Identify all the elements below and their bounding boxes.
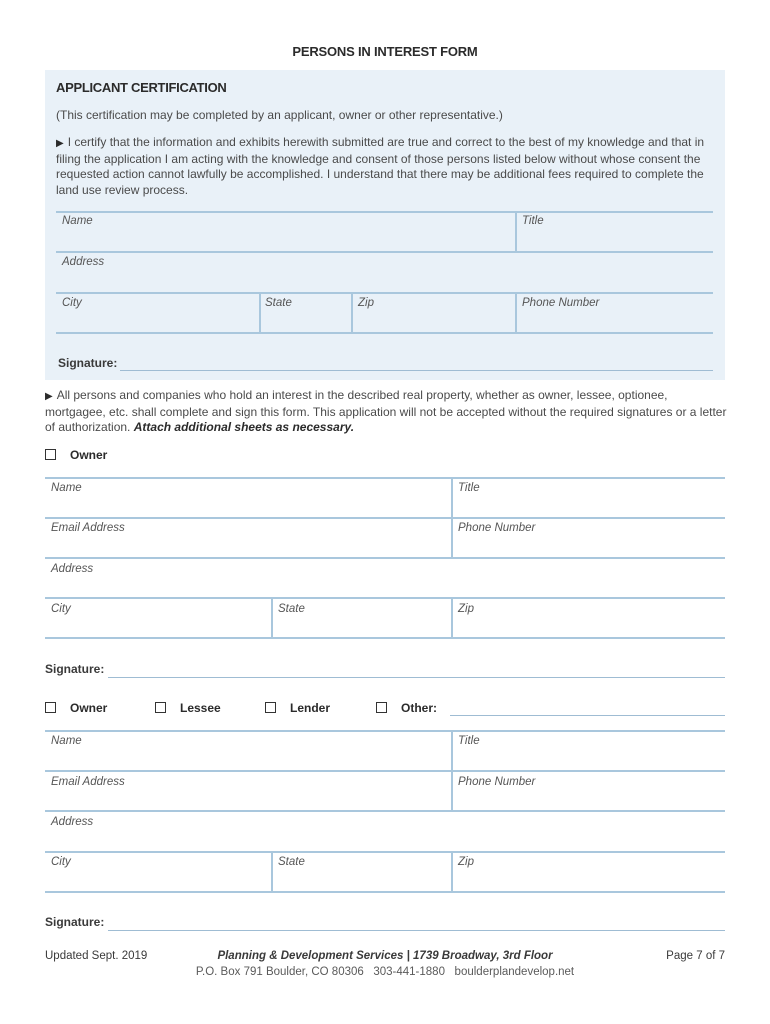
field-separator xyxy=(259,294,261,332)
owner1-state-field[interactable]: State xyxy=(278,603,305,615)
contact-info: P.O. Box 791 Boulder, CO 80306 303-441-1880 boulderplandevelop.net xyxy=(195,966,575,978)
owner1-title-field[interactable]: Title xyxy=(458,482,480,494)
owner-checkbox[interactable]: Owner xyxy=(45,448,107,462)
page-title: PERSONS IN INTEREST FORM xyxy=(292,44,478,59)
applicant-certification-text xyxy=(56,135,716,198)
applicant-signature-label: Signature: xyxy=(58,356,118,370)
applicant-note: (This certification may be completed by an applicant, owner or other representative.) xyxy=(56,108,503,122)
owner1-zip-field[interactable]: Zip xyxy=(458,603,474,615)
field-separator xyxy=(271,599,273,637)
field-separator xyxy=(451,772,453,810)
field-divider xyxy=(45,597,725,599)
checkbox-icon xyxy=(45,702,56,713)
owner2-phone-field[interactable]: Phone Number xyxy=(458,776,536,788)
field-separator xyxy=(271,853,273,891)
field-divider xyxy=(56,251,713,253)
field-separator xyxy=(451,519,453,557)
field-divider xyxy=(56,292,713,294)
owner2-signature-line[interactable] xyxy=(108,930,725,931)
field-divider xyxy=(45,851,725,853)
field-separator xyxy=(515,213,517,251)
checkbox-icon xyxy=(155,702,166,713)
certification-statement: I certify that the information and exhibits herewith submitted are true and correct to the best of my knowledge and that in filing the application I am acting with the knowledge and consent of those persons listed below without whose consent the requested action cannot lawfully be accomplished. I understand that there may be additional fees required to complete the land use review process. xyxy=(56,135,705,197)
persons-paragraph: All persons and companies who hold an interest in the described real property, whether as owner, lessee, optionee, mortgagee, etc. shall complete and sign this form. This application will not be accepted without the required signatures or a letter of authorization. xyxy=(45,388,727,434)
applicant-title-field[interactable]: Title xyxy=(522,215,544,227)
owner2-address-field[interactable]: Address xyxy=(51,816,94,828)
field-divider xyxy=(45,637,725,639)
applicant-zip-field[interactable]: Zip xyxy=(358,297,374,309)
field-divider xyxy=(45,770,725,772)
field-separator xyxy=(451,732,453,770)
field-separator xyxy=(451,599,453,637)
applicant-city-field[interactable]: City xyxy=(62,297,82,309)
persons-in-interest-instructions xyxy=(45,388,730,436)
triangle-bullet-icon: ▶ xyxy=(45,391,53,402)
lessee-checkbox[interactable]: Lessee xyxy=(155,701,221,715)
field-divider xyxy=(45,891,725,893)
owner1-email-field[interactable]: Email Address xyxy=(51,522,125,534)
owner2-city-field[interactable]: City xyxy=(51,856,71,868)
owner-checkbox[interactable]: Owner xyxy=(45,701,107,715)
field-separator xyxy=(351,294,353,332)
owner1-phone-field[interactable]: Phone Number xyxy=(458,522,536,534)
owner1-address-field[interactable]: Address xyxy=(51,563,94,575)
applicant-phone-field[interactable]: Phone Number xyxy=(522,297,600,309)
field-divider xyxy=(56,332,713,334)
owner2-signature-label: Signature: xyxy=(45,915,105,929)
owner2-name-field[interactable]: Name xyxy=(51,735,82,747)
other-checkbox[interactable]: Other: xyxy=(376,701,437,715)
triangle-bullet-icon: ▶ xyxy=(56,138,64,149)
owner1-name-field[interactable]: Name xyxy=(51,482,82,494)
field-divider xyxy=(45,810,725,812)
field-divider xyxy=(45,517,725,519)
persons-paragraph-emphasis: Attach additional sheets as necessary. xyxy=(133,420,355,434)
applicant-signature-line[interactable] xyxy=(120,370,713,371)
other-specify-line[interactable] xyxy=(450,715,725,716)
field-separator xyxy=(451,853,453,891)
field-divider xyxy=(45,477,725,479)
field-divider xyxy=(45,557,725,559)
owner2-email-field[interactable]: Email Address xyxy=(51,776,125,788)
lender-checkbox[interactable]: Lender xyxy=(265,701,330,715)
checkbox-icon xyxy=(45,449,56,460)
owner2-zip-field[interactable]: Zip xyxy=(458,856,474,868)
owner1-signature-label: Signature: xyxy=(45,662,105,676)
field-divider xyxy=(45,730,725,732)
page-number: Page 7 of 7 xyxy=(666,950,725,962)
owner2-title-field[interactable]: Title xyxy=(458,735,480,747)
updated-date: Updated Sept. 2019 xyxy=(45,950,148,962)
field-separator xyxy=(451,479,453,517)
applicant-state-field[interactable]: State xyxy=(265,297,292,309)
applicant-heading: APPLICANT CERTIFICATION xyxy=(56,80,227,95)
owner2-state-field[interactable]: State xyxy=(278,856,305,868)
applicant-name-field[interactable]: Name xyxy=(62,215,93,227)
checkbox-icon xyxy=(265,702,276,713)
office-address: Planning & Development Services | 1739 Broadway, 3rd Floor xyxy=(217,950,553,962)
checkbox-icon xyxy=(376,702,387,713)
owner1-city-field[interactable]: City xyxy=(51,603,71,615)
field-divider xyxy=(56,211,713,213)
owner1-signature-line[interactable] xyxy=(108,677,725,678)
applicant-address-field[interactable]: Address xyxy=(62,256,105,268)
field-separator xyxy=(515,294,517,332)
